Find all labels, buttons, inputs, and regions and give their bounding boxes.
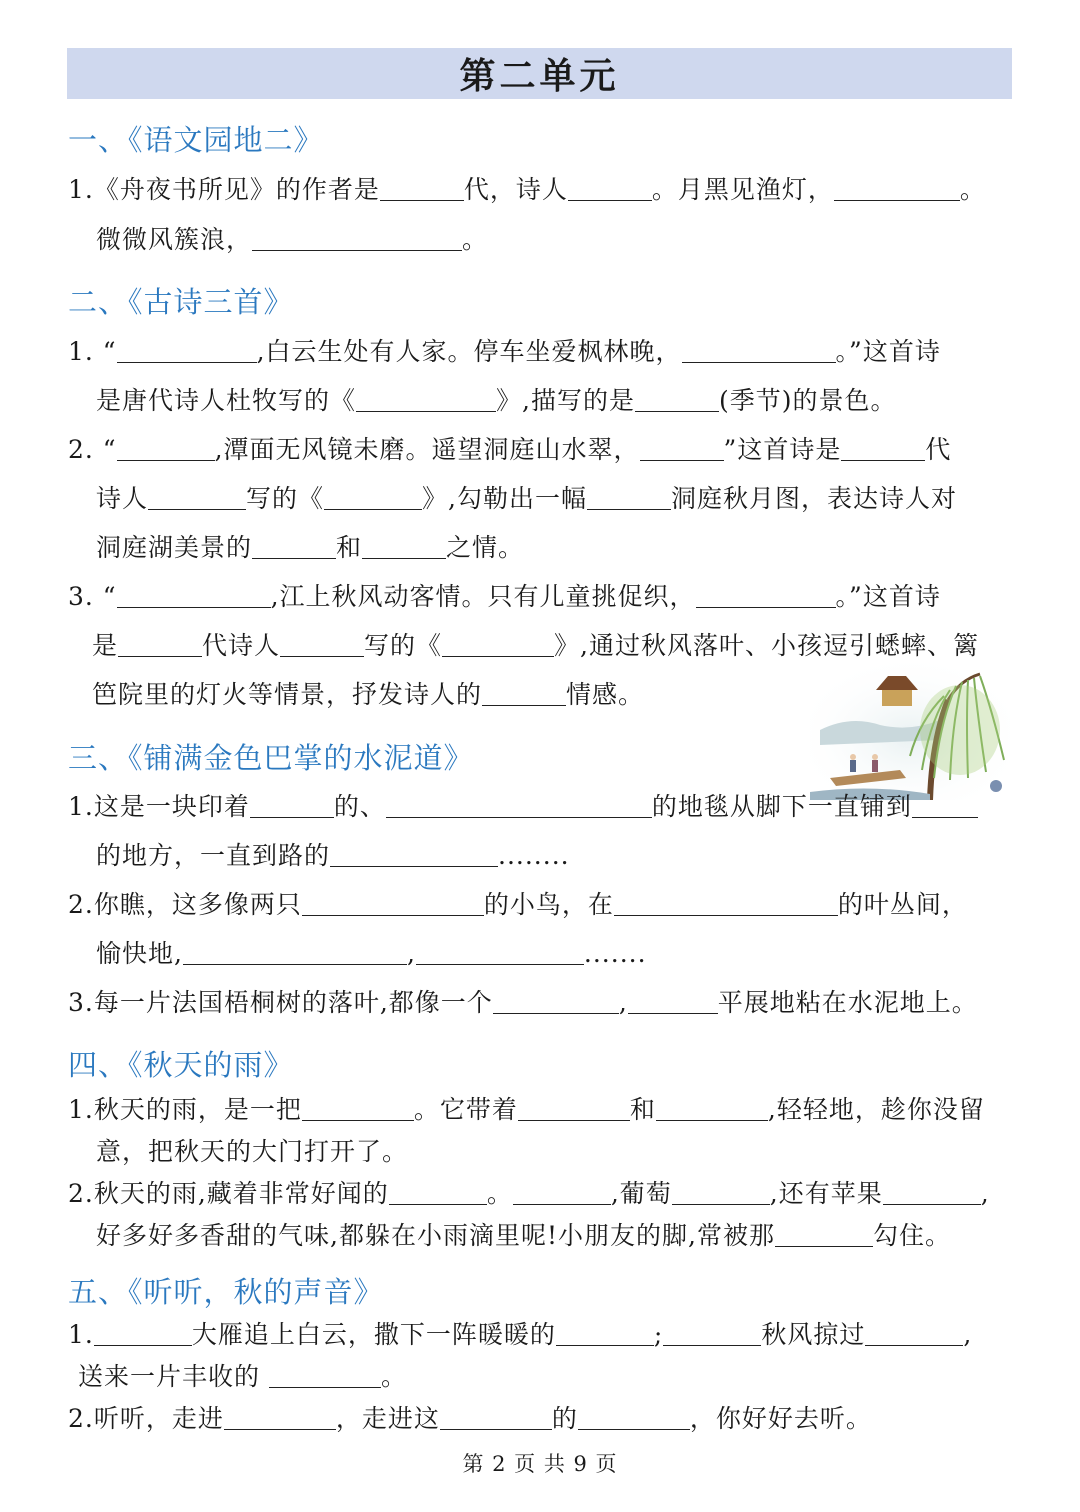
question-line: 2.秋天的雨,藏着非常好闻的 。 ,葡萄 ,还有苹果 , — [68, 1179, 990, 1208]
answer-blank[interactable] — [252, 224, 462, 251]
answer-blank[interactable] — [578, 1403, 690, 1430]
question-line: 意，把秋天的大门打开了。 — [96, 1137, 409, 1166]
question-line: 洞庭湖美景的 和 之情。 — [96, 533, 525, 562]
answer-blank[interactable] — [416, 938, 584, 965]
question-line: 2. “ ,潭面无风镜未磨。遥望洞庭山水翠， ”这首诗是 代 — [68, 435, 952, 464]
question-line: 3.每一片法国梧桐树的落叶,都像一个 , 平展地粘在水泥地上。 — [68, 988, 978, 1017]
answer-blank[interactable] — [568, 174, 652, 201]
answer-blank[interactable] — [94, 1319, 192, 1346]
question-line: 送来一片丰收的 。 — [78, 1362, 407, 1391]
answer-blank[interactable] — [252, 532, 336, 559]
answer-blank[interactable] — [250, 791, 334, 818]
answer-blank[interactable] — [386, 791, 652, 818]
section-heading-4: 四、《秋天的雨》 — [68, 1048, 294, 1082]
answer-blank[interactable] — [912, 791, 978, 818]
answer-blank[interactable] — [841, 434, 925, 461]
answer-blank[interactable] — [513, 1178, 611, 1205]
question-line: 是 代诗人 写的《 》,通过秋风落叶、小孩逗引蟋蟀、篱 — [92, 631, 979, 660]
answer-blank[interactable] — [682, 336, 836, 363]
answer-blank[interactable] — [663, 1319, 761, 1346]
question-line: 的地方，一直到路的 ........ — [96, 841, 570, 870]
answer-blank[interactable] — [183, 938, 407, 965]
question-line: 笆院里的灯火等情景，抒发诗人的 情感。 — [92, 680, 645, 709]
question-line: 愉快地, , ....... — [96, 939, 647, 968]
page-number: 第 2 页 共 9 页 — [462, 1452, 618, 1476]
question-line: 1.秋天的雨，是一把 。它带着 和 ,轻轻地，趁你没留 — [68, 1095, 985, 1124]
answer-blank[interactable] — [587, 483, 671, 510]
answer-blank[interactable] — [324, 483, 422, 510]
answer-blank[interactable] — [302, 889, 484, 916]
question-line: 1.《舟夜书所见》的作者是 代，诗人 。月黑见渔灯， 。 — [68, 175, 986, 204]
answer-blank[interactable] — [362, 532, 446, 559]
answer-blank[interactable] — [614, 889, 838, 916]
question-line: 诗人 写的《 》,勾勒出一幅 洞庭秋月图，表达诗人对 — [96, 484, 957, 513]
answer-blank[interactable] — [628, 987, 718, 1014]
question-line: 1.这是一块印着 的、 的地毯从脚下一直铺到 — [68, 787, 978, 823]
answer-blank[interactable] — [224, 1403, 336, 1430]
answer-blank[interactable] — [148, 483, 246, 510]
answer-blank[interactable] — [556, 1319, 654, 1346]
section-heading-3: 三、《铺满金色巴掌的水泥道》 — [68, 741, 474, 775]
answer-blank[interactable] — [442, 630, 554, 657]
answer-blank[interactable] — [440, 1403, 552, 1430]
answer-blank[interactable] — [834, 174, 960, 201]
answer-blank[interactable] — [117, 434, 215, 461]
question-line: 1. “ ,白云生处有人家。停车坐爱枫林晚， 。”这首诗 — [68, 337, 941, 366]
question-line: 是唐代诗人杜牧写的《 》,描写的是 (季节)的景色。 — [96, 386, 897, 415]
answer-blank[interactable] — [302, 1094, 414, 1121]
answer-blank[interactable] — [672, 1178, 770, 1205]
answer-blank[interactable] — [117, 581, 271, 608]
answer-blank[interactable] — [518, 1094, 630, 1121]
page-title: 第二单元 — [67, 48, 1012, 99]
answer-blank[interactable] — [656, 1094, 768, 1121]
section-heading-1: 一、《语文园地二》 — [68, 123, 324, 157]
answer-blank[interactable] — [883, 1178, 981, 1205]
question-line: 1. 大雁追上白云，撒下一阵暖暖的 ; 秋风掠过 , — [68, 1320, 973, 1349]
section-heading-5: 五、《听听，秋的声音》 — [68, 1275, 384, 1309]
answer-blank[interactable] — [330, 840, 498, 867]
question-line: 微微风簇浪， 。 — [96, 225, 489, 254]
answer-blank[interactable] — [269, 1361, 381, 1388]
answer-blank[interactable] — [380, 174, 464, 201]
answer-blank[interactable] — [493, 987, 619, 1014]
answer-blank[interactable] — [356, 385, 496, 412]
question-line: 2.你瞧，这多像两只 的小鸟，在 的叶丛间， — [68, 890, 968, 919]
section-heading-2: 二、《古诗三首》 — [68, 285, 294, 319]
question-line: 3. “ ,江上秋风动客情。只有儿童挑促织， 。”这首诗 — [68, 582, 941, 611]
answer-blank[interactable] — [775, 1220, 873, 1247]
answer-blank[interactable] — [696, 581, 836, 608]
answer-blank[interactable] — [118, 630, 202, 657]
answer-blank[interactable] — [865, 1319, 963, 1346]
answer-blank[interactable] — [117, 336, 257, 363]
question-line: 2.听听，走进 ，走进这 的 ，你好好去听。 — [68, 1404, 872, 1433]
answer-blank[interactable] — [482, 679, 566, 706]
willow-pavilion-illustration — [810, 660, 1010, 800]
answer-blank[interactable] — [635, 385, 719, 412]
question-line: 好多好多香甜的气味,都躲在小雨滴里呢!小朋友的脚,常被那 勾住。 — [96, 1221, 951, 1250]
answer-blank[interactable] — [389, 1178, 487, 1205]
answer-blank[interactable] — [280, 630, 364, 657]
answer-blank[interactable] — [640, 434, 724, 461]
